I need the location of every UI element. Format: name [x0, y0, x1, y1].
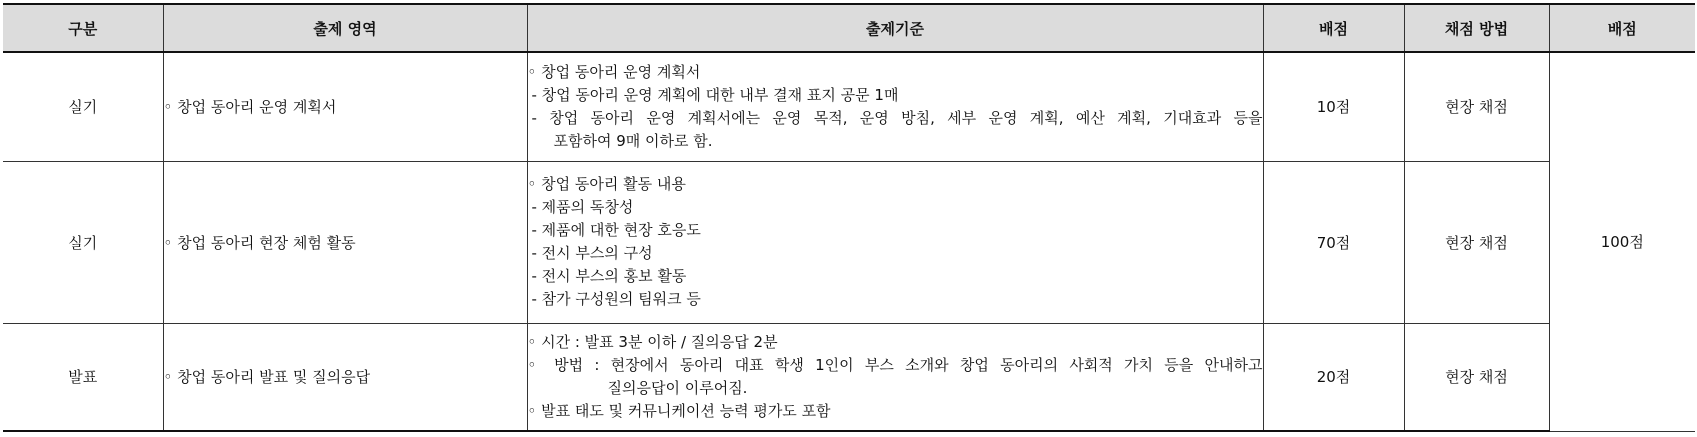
row-area: ◦ 창업 동아리 발표 및 질의응답: [163, 323, 527, 431]
criteria-line: ◦ 방법 : 현장에서 동아리 대표 학생 1인이 부스 소개와 창업 동아리의 사회적 가치 등을 안내하고: [527, 355, 1263, 374]
total-score: 100점: [1549, 52, 1695, 431]
row-score: 20점: [1263, 323, 1404, 431]
criteria-line: 포함하여 9매 이하로 함.: [553, 131, 713, 150]
row-area: ◦ 창업 동아리 현장 체험 활동: [163, 161, 527, 323]
header-score: 배점: [1263, 4, 1404, 52]
header-area: 출제 영역: [163, 4, 527, 52]
row-method: 현장 채점: [1404, 323, 1549, 431]
header-row: [3, 4, 1695, 52]
row-criteria: [527, 161, 1263, 323]
criteria-line: ◦ 창업 동아리 활동 내용: [527, 175, 686, 193]
criteria-line: - 창업 동아리 운영 계획에 대한 내부 결재 표지 공문 1매: [531, 85, 899, 104]
table-row: [3, 161, 1695, 323]
row-category: 발표: [3, 323, 163, 431]
row-category: 실기: [3, 161, 163, 323]
criteria-line: - 제품에 대한 현장 호응도: [531, 221, 701, 239]
header-method: 채점 방법: [1404, 4, 1549, 52]
table-row: [3, 52, 1695, 161]
row-score: 10점: [1263, 52, 1404, 161]
row-area: ◦ 창업 동아리 운영 계획서: [163, 52, 527, 161]
criteria-line: - 제품의 독창성: [531, 198, 634, 216]
criteria-line: - 참가 구성원의 팀워크 등: [531, 290, 701, 308]
header-category: 구분: [3, 4, 163, 52]
criteria-line: ◦ 발표 태도 및 커뮤니케이션 능력 평가도 포함: [527, 401, 831, 420]
row-criteria: [527, 323, 1263, 431]
header-total: 배점: [1549, 4, 1695, 52]
criteria-line: 질의응답이 이루어짐.: [607, 378, 748, 397]
evaluation-table: [3, 3, 1695, 432]
row-category: 실기: [3, 52, 163, 161]
table-row: [3, 323, 1695, 431]
criteria-line: - 전시 부스의 홍보 활동: [531, 267, 687, 285]
row-criteria: [527, 52, 1263, 161]
criteria-line: - 창업 동아리 운영 계획서에는 운영 목적, 운영 방침, 세부 운영 계획, 예산 계획, 기대효과 등을: [531, 108, 1263, 127]
row-method: 현장 채점: [1404, 52, 1549, 161]
criteria-line: - 전시 부스의 구성: [531, 244, 653, 262]
header-criteria: 출제기준: [527, 4, 1263, 52]
criteria-line: ◦ 시간 : 발표 3분 이하 / 질의응답 2분: [527, 332, 778, 351]
criteria-line: ◦ 창업 동아리 운영 계획서: [527, 62, 701, 81]
row-method: 현장 채점: [1404, 161, 1549, 323]
row-score: 70점: [1263, 161, 1404, 323]
